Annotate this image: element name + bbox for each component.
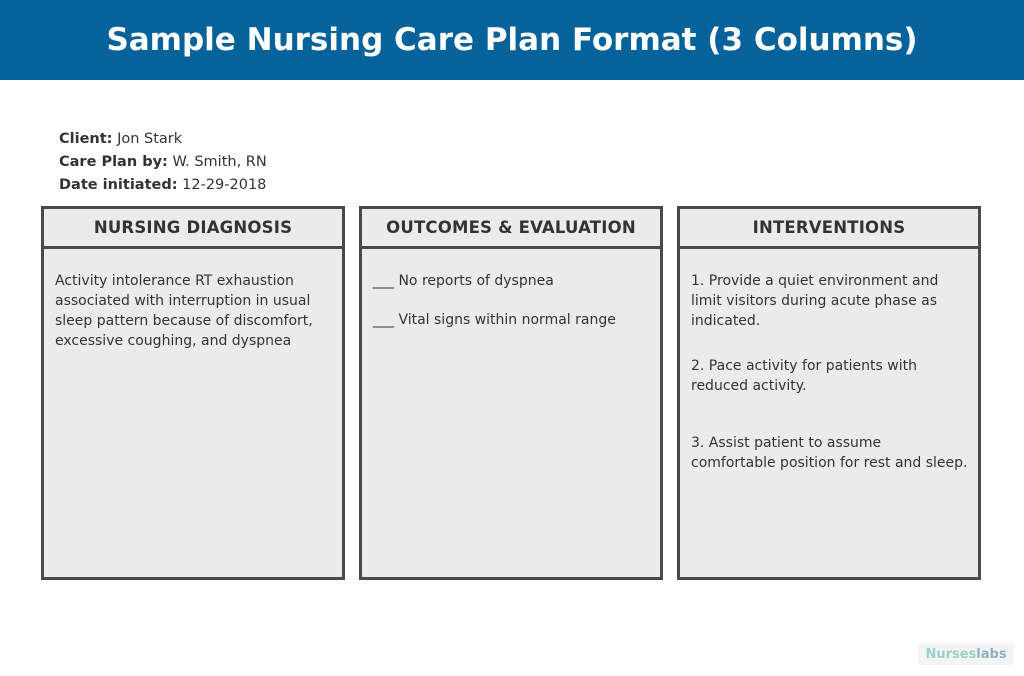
nursing-diagnosis-body <box>44 249 342 351</box>
nursing-diagnosis-header: NURSING DIAGNOSIS <box>44 209 342 249</box>
client-row <box>59 128 267 151</box>
page-title: Sample Nursing Care Plan Format (3 Columns) <box>106 22 918 58</box>
client-label: Client: <box>59 131 113 147</box>
intervention-item: 2. Pace activity for patients with reduced activity. <box>691 358 917 394</box>
interventions-header: INTERVENTIONS <box>680 209 978 249</box>
intervention-item: 3. Assist patient to assume comfortable position for rest and sleep. <box>691 435 968 471</box>
diagnosis-text: Activity intolerance RT exhaustion associated with interruption in usual sleep pattern because of discomfort, excessive coughing, and dyspnea <box>55 273 313 349</box>
outcomes-header: OUTCOMES & EVALUATION <box>362 209 660 249</box>
header-banner <box>0 0 1024 80</box>
date-value: 12-29-2018 <box>182 177 267 193</box>
date-row <box>59 174 267 197</box>
careplan-row <box>59 151 267 174</box>
plan-info <box>59 128 267 197</box>
interventions-body <box>680 249 978 473</box>
client-value: Jon Stark <box>117 131 183 147</box>
nurseslabs-logo <box>918 643 1014 665</box>
date-label: Date initiated: <box>59 177 178 193</box>
logo-text-part1: Nurses <box>925 646 977 662</box>
outcome-item: ___ Vital signs within normal range <box>373 312 616 328</box>
outcomes-body <box>362 249 660 330</box>
nursing-diagnosis-column <box>41 206 345 580</box>
intervention-item: 1. Provide a quiet environment and limit visitors during acute phase as indicated. <box>691 273 939 329</box>
outcome-item: ___ No reports of dyspnea <box>373 273 554 289</box>
outcomes-column <box>359 206 663 580</box>
careplan-value: W. Smith, RN <box>172 154 267 170</box>
interventions-column <box>677 206 981 580</box>
logo-text-part2: labs <box>976 646 1007 662</box>
logo-text <box>925 647 1006 662</box>
careplan-label: Care Plan by: <box>59 154 168 170</box>
